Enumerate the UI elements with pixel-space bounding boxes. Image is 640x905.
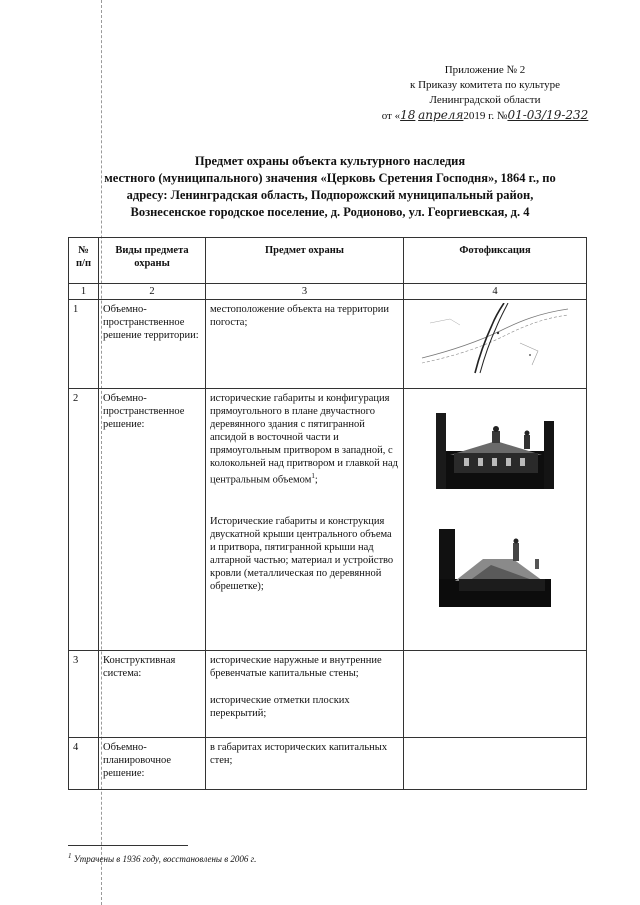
table-row	[69, 389, 587, 651]
handwritten-day: 18	[400, 108, 416, 122]
header-subject: Предмет охраны	[206, 238, 404, 284]
title-line-3: адресу: Ленинградская область, Подпорожский муниципальный район,	[126, 188, 534, 202]
table-row	[69, 300, 587, 389]
subject-text: Исторические габариты и конструкция двускатной крыши центрального объема и притвора, пятигранной крыши над алтарной частью; материал и устройство кровли (металлическая по деревянной обрешетке);	[210, 515, 394, 592]
row-kind: Конструктивная система:	[99, 651, 206, 738]
protection-subject-table	[68, 237, 587, 790]
row-number: 4	[69, 738, 99, 790]
table-header-row	[69, 238, 587, 284]
church-photo-1	[436, 413, 554, 489]
header-number: № п/п	[69, 238, 99, 284]
row-photo	[404, 738, 587, 790]
footnote-separator	[68, 845, 188, 846]
appendix-header	[360, 63, 610, 124]
title-line-2: местного (муниципального) значения «Церковь Сретения Господня», 1864 г., по	[104, 171, 556, 185]
row-subject	[206, 738, 404, 790]
title-line-4: Вознесенское городское поселение, д. Родионово, ул. Георгиевская, д. 4	[130, 205, 530, 219]
row-number: 2	[69, 389, 99, 651]
table-row	[69, 738, 587, 790]
subject-text: местоположение объекта на территории погоста;	[210, 304, 390, 328]
row-photo	[404, 651, 587, 738]
order-reference: к Приказу комитета по культуре	[409, 79, 560, 91]
row-number: 1	[69, 300, 99, 389]
table-row	[69, 651, 587, 738]
row-photo	[404, 389, 587, 651]
year-label: 2019 г. №	[463, 110, 508, 122]
row-kind: Объемно-пространственное решение территории:	[99, 300, 206, 389]
column-number: 1	[69, 284, 99, 300]
row-number: 3	[69, 651, 99, 738]
date-prefix: от «	[381, 110, 401, 122]
column-number-row	[69, 284, 587, 300]
footnote-mark: 1	[68, 852, 72, 860]
church-photo-2	[439, 529, 551, 607]
handwritten-month: апреля	[418, 108, 464, 122]
subject-text: исторические отметки плоских перекрытий;	[210, 695, 350, 719]
document-title	[70, 153, 590, 221]
title-line-1: Предмет охраны объекта культурного наследия	[194, 154, 466, 168]
subject-text: исторические наружные и внутренние бревенчатые капитальные стены;	[210, 655, 382, 679]
column-number: 3	[206, 284, 404, 300]
footnote-ref: 1	[311, 472, 315, 480]
site-map-image	[420, 303, 570, 375]
column-number: 2	[99, 284, 206, 300]
row-kind: Объемно-пространственное решение:	[99, 389, 206, 651]
subject-text-tail: ;	[314, 474, 318, 486]
row-subject	[206, 389, 404, 651]
subject-text-main: исторические габариты и конфигурация прямоугольного в плане двучастного деревянного здания с пятигранной апсидой в восточной части и прямоугольным притвором в западной, с колокольней над притвором и главкой над центральным объемом	[210, 393, 398, 486]
footnote	[68, 852, 568, 864]
row-subject	[206, 300, 404, 389]
header-kind: Виды предмета охраны	[99, 238, 206, 284]
row-subject	[206, 651, 404, 738]
handwritten-order-number: 01-03/19-232	[507, 108, 589, 122]
region-name: Ленинградской области	[429, 94, 541, 106]
subject-text	[210, 392, 399, 487]
order-date-number	[360, 108, 610, 124]
appendix-label: Приложение № 2	[444, 64, 526, 76]
subject-text: в габаритах исторических капитальных стен;	[210, 742, 388, 766]
header-photo: Фотофиксация	[404, 238, 587, 284]
row-photo	[404, 300, 587, 389]
footnote-text: Утрачены в 1936 году, восстановлены в 2006 г.	[73, 854, 257, 864]
column-number: 4	[404, 284, 587, 300]
row-kind: Объемно-планировочное решение:	[99, 738, 206, 790]
